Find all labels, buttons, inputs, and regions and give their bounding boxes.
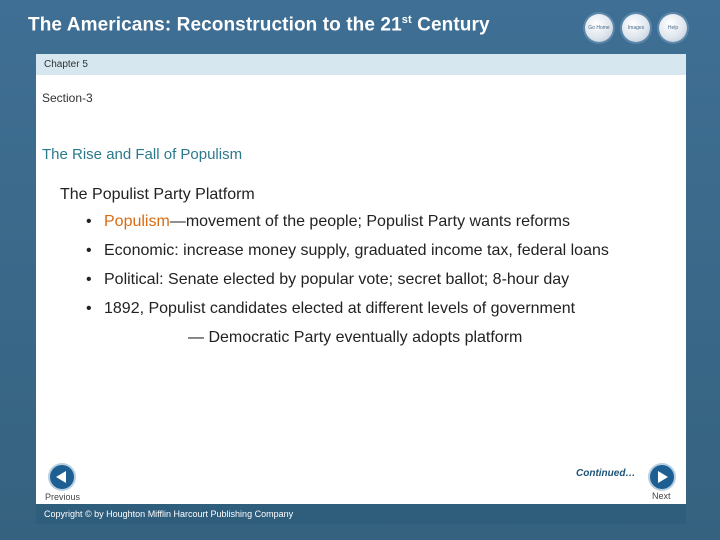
previous-label[interactable]: Previous: [45, 492, 81, 502]
bullet-icon: •: [86, 300, 92, 317]
bullet-icon: •: [86, 271, 92, 288]
sub-bullet: — Democratic Party eventually adopts platform: [188, 329, 523, 346]
next-label[interactable]: Next: [652, 491, 671, 501]
copyright-text: Copyright © by Houghton Mifflin Harcourt Publishing Company: [44, 509, 294, 519]
help-icon[interactable]: Help: [659, 14, 687, 42]
slide-heading: The Rise and Fall of Populism: [42, 146, 243, 163]
slide-content: [36, 54, 686, 504]
chapter-label: Chapter 5: [44, 59, 88, 70]
slide-body: [60, 180, 660, 351]
continued-label: Continued…: [576, 468, 636, 479]
list-item: • Economic: increase money supply, graduated income tax, federal loans: [60, 238, 660, 264]
chapter-bar: [36, 54, 686, 75]
list-item: • Populism—movement of the people; Populist Party wants reforms: [60, 209, 660, 235]
body-title: The Populist Party Platform: [60, 186, 255, 203]
term-highlight: Populism: [104, 213, 170, 230]
next-button[interactable]: [650, 465, 674, 489]
top-icon-bar: [585, 14, 687, 42]
section-label: Section-3: [42, 91, 93, 105]
arrow-left-icon: [56, 471, 66, 483]
bullet-icon: •: [86, 242, 92, 259]
list-item: • Political: Senate elected by popular vote; secret ballot; 8-hour day: [60, 267, 660, 293]
footer-bar: [36, 504, 686, 524]
home-icon[interactable]: Go Home: [585, 14, 613, 42]
bullet-list: [60, 209, 660, 322]
bullet-icon: •: [86, 213, 92, 230]
arrow-right-icon: [658, 471, 668, 483]
list-item: • 1892, Populist candidates elected at different levels of government: [60, 296, 660, 322]
previous-button[interactable]: [50, 465, 74, 489]
window-title: The Americans: Reconstruction to the 21st Century: [28, 14, 490, 36]
image-icon[interactable]: Images: [622, 14, 650, 42]
